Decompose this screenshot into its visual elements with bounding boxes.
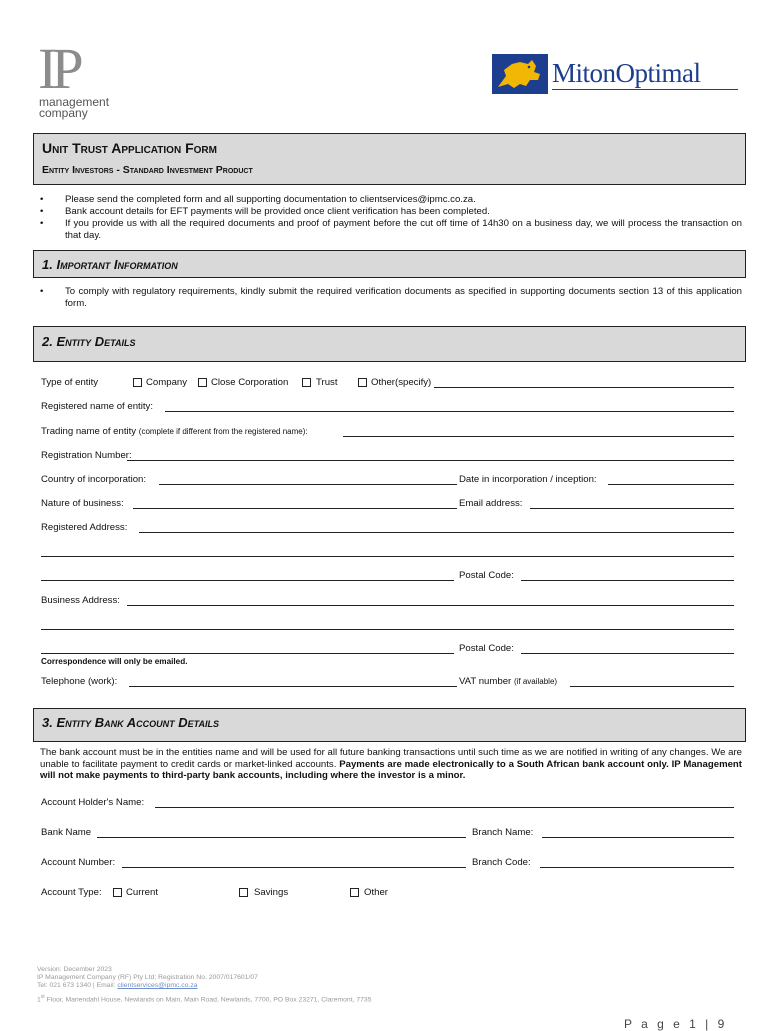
account-holder-name-label: Account Holder's Name: xyxy=(41,797,145,808)
other-entity-specify-field[interactable] xyxy=(434,387,734,388)
business-postal-code-field[interactable] xyxy=(521,653,734,654)
section-1-title: 1. Important Information xyxy=(42,257,178,272)
section-3-header xyxy=(33,708,746,742)
bank-name-label: Bank Name xyxy=(41,827,92,838)
footer-company: IP Management Company (RF) Pty Ltd; Registration No. 2007/017601/07 xyxy=(37,974,258,981)
date-of-incorporation-field[interactable] xyxy=(608,484,734,485)
current-account-checkbox[interactable] xyxy=(113,888,122,897)
branch-code-field[interactable] xyxy=(540,867,734,868)
vat-number-label: VAT number (if available) xyxy=(459,676,558,687)
date-of-incorporation-label: Date in incorporation / inception: xyxy=(459,474,597,485)
registered-name-label: Registered name of entity: xyxy=(41,401,153,412)
account-holder-name-field[interactable] xyxy=(155,807,734,808)
country-of-incorporation-field[interactable] xyxy=(159,484,457,485)
account-number-label: Account Number: xyxy=(41,857,116,868)
section-2-header xyxy=(33,326,746,362)
email-address-label: Email address: xyxy=(459,498,523,509)
close-corporation-option-label: Close Corporation xyxy=(211,377,289,388)
account-number-field[interactable] xyxy=(122,867,466,868)
nature-of-business-label: Nature of business: xyxy=(41,498,124,509)
bank-account-paragraph: The bank account must be in the entities name and will be used for all future banking transactions until such time as we are notified in writing of any changes. We are unable to facilitate payment to credit cards or market-linked accounts. Payments are made electronically to a South African bank account only. IP Management will not make payments to third-party bank accounts, including where the investor is a minor. xyxy=(40,747,742,781)
registration-number-label: Registration Number: xyxy=(41,450,132,461)
section-1-header xyxy=(33,250,746,278)
form-title-box xyxy=(33,133,746,185)
branch-code-label: Branch Code: xyxy=(472,857,531,868)
registered-postal-code-field[interactable] xyxy=(521,580,734,581)
type-of-entity-label: Type of entity xyxy=(41,377,99,388)
ip-logo-text: management company xyxy=(39,95,110,120)
footer-version: Version: December 2023 xyxy=(37,966,112,973)
bullet-icon: • xyxy=(40,286,44,297)
vat-number-field[interactable] xyxy=(570,686,734,687)
nature-of-business-field[interactable] xyxy=(133,508,457,509)
registered-address-line-3[interactable] xyxy=(41,580,454,581)
business-address-line-2[interactable] xyxy=(41,629,734,630)
ip-management-logo xyxy=(38,36,148,122)
savings-account-label: Savings xyxy=(254,887,289,898)
bank-name-field[interactable] xyxy=(97,837,466,838)
form-subtitle: Entity Investors - Standard Investment Product xyxy=(42,164,253,176)
trading-name-label: Trading name of entity (complete if different from the registered name): xyxy=(41,426,308,437)
business-address-label: Business Address: xyxy=(41,595,120,606)
account-type-label: Account Type: xyxy=(41,887,102,898)
other-entity-checkbox[interactable] xyxy=(358,378,367,387)
close-corporation-checkbox[interactable] xyxy=(198,378,207,387)
intro-bullet: • Bank account details for EFT payments will be provided once client verification has been completed. xyxy=(40,206,490,217)
other-account-label: Other xyxy=(364,887,388,898)
email-address-field[interactable] xyxy=(530,508,734,509)
company-option-label: Company xyxy=(146,377,188,388)
telephone-work-label: Telephone (work): xyxy=(41,676,118,687)
logo-rule xyxy=(552,89,738,90)
mitonoptimal-logo xyxy=(492,54,744,94)
ip-logo-mark: IP xyxy=(38,36,78,101)
footer-email-link[interactable]: clientservices@ipmc.co.za xyxy=(117,982,198,989)
lion-icon xyxy=(492,54,548,94)
other-entity-option-label: Other(specify) xyxy=(371,377,432,388)
section-3-title: 3. Entity Bank Account Details xyxy=(42,715,219,730)
registration-number-field[interactable] xyxy=(127,460,734,461)
other-account-checkbox[interactable] xyxy=(350,888,359,897)
business-postal-code-label: Postal Code: xyxy=(459,643,514,654)
section-2-title: 2. Entity Details xyxy=(42,334,136,349)
bullet-icon: • xyxy=(40,206,44,217)
current-account-label: Current xyxy=(126,887,158,898)
branch-name-field[interactable] xyxy=(542,837,734,838)
registered-name-field[interactable] xyxy=(165,411,734,412)
telephone-work-field[interactable] xyxy=(129,686,457,687)
business-address-line-1[interactable] xyxy=(127,605,734,606)
form-title: Unit Trust Application Form xyxy=(42,140,217,156)
registered-address-line-2[interactable] xyxy=(41,556,734,557)
trading-name-field[interactable] xyxy=(343,436,734,437)
footer-contact: Tel: 021 673 1340 | Email: clientservices@ipmc.co.za xyxy=(37,982,198,989)
trust-checkbox[interactable] xyxy=(302,378,311,387)
page-number: P a g e 1 | 9 xyxy=(624,1017,728,1031)
bullet-icon: • xyxy=(40,218,44,229)
footer-address: 1st Floor, Mariendahl House, Newlands on Main, Main Road, Newlands, 7700, PO Box 23271, Claremont, 7735 xyxy=(37,994,372,1004)
mitonoptimal-wordmark: MitonOptimal xyxy=(552,58,701,88)
savings-account-checkbox[interactable] xyxy=(239,888,248,897)
company-checkbox[interactable] xyxy=(133,378,142,387)
section-1-bullet: • To comply with regulatory requirements, kindly submit the required verification documents as specified in supporting documents section 13 of this application form. xyxy=(40,286,742,309)
intro-bullet: • Please send the completed form and all supporting documentation to clientservices@ipmc.co.za. xyxy=(40,194,476,205)
business-address-line-3[interactable] xyxy=(41,653,454,654)
trust-option-label: Trust xyxy=(316,377,338,388)
branch-name-label: Branch Name: xyxy=(472,827,534,838)
registered-postal-code-label: Postal Code: xyxy=(459,570,514,581)
registered-address-label: Registered Address: xyxy=(41,522,128,533)
bullet-icon: • xyxy=(40,194,44,205)
intro-bullet: • If you provide us with all the required documents and proof of payment before the cut off time of 14h30 on a business day, we will process the transaction on that day. xyxy=(40,218,742,241)
country-of-incorporation-label: Country of incorporation: xyxy=(41,474,147,485)
correspondence-note: Correspondence will only be emailed. xyxy=(41,657,188,666)
registered-address-line-1[interactable] xyxy=(139,532,734,533)
